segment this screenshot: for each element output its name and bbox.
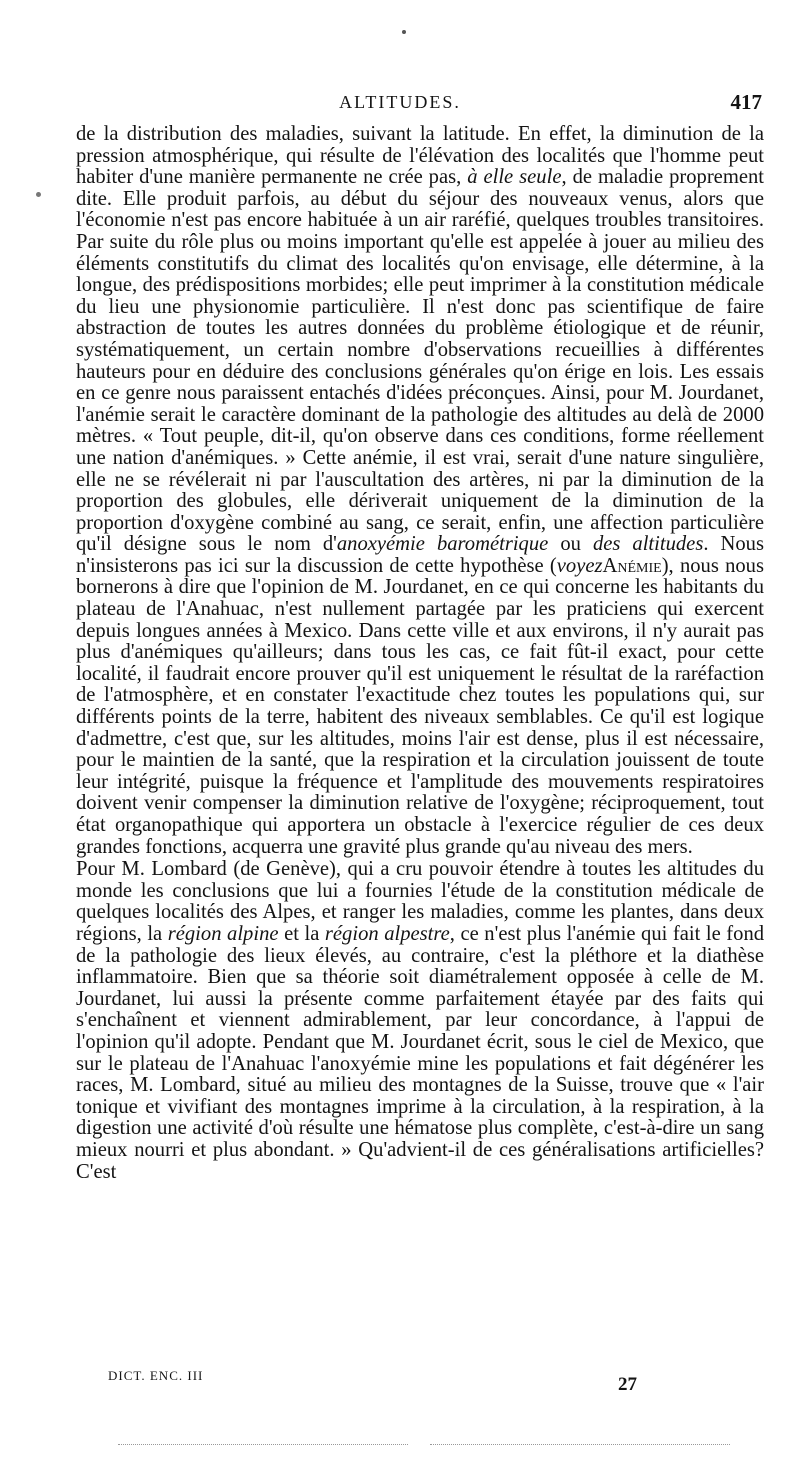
sheet-number: 27 bbox=[618, 1374, 637, 1395]
italic-run: région alpine bbox=[167, 922, 279, 945]
signature-mark: DICT. ENC. III bbox=[108, 1368, 204, 1383]
ink-speck bbox=[402, 30, 406, 34]
small-caps-run: Anémie bbox=[602, 554, 662, 577]
paragraph-1 bbox=[76, 124, 764, 858]
italic-run: voyez bbox=[556, 554, 603, 577]
ink-speck bbox=[36, 192, 41, 197]
page-header bbox=[0, 92, 800, 120]
italic-run: anoxyémie barométrique bbox=[336, 533, 549, 556]
paragraph-2 bbox=[76, 859, 764, 1183]
text-run: de la distribution des maladies, suivant la latitude. En effet, la diminution de la pression atmosphérique, qui résulte de l'élévation des localités que l'homme peut habiter d'une manière permanente ne crée pas, bbox=[76, 123, 764, 189]
running-head: ALTITUDES. bbox=[339, 92, 461, 112]
bottom-trim-line bbox=[430, 1444, 730, 1445]
text-run: et la bbox=[278, 922, 325, 945]
text-run: ), nous nous bornerons à dire que l'opinion de M. Jourdanet, en ce qui concerne les habitants du plateau de l'Anahuac, n'est nullement partagée par les praticiens qui exercent depuis longues années à Mexico. Dans cette ville et aux environs, il n'y aurait pas plus d'anémiques qu'ailleurs; dans tous les cas, ce fait fût-il exact, pour cette localité, il faudrait encore prouver qu'il est uniquement le résultat de la raréfaction de l'atmosphère, et en constater l'exactitude chez toutes les populations qui, sur différents points de la terre, habitent des niveaux semblables. Ce qu'il est logique d'admettre, c'est que, sur les altitudes, moins l'air est dense, plus il est nécessaire, pour le maintien de la santé, que la respiration et la circulation jouissent de toute leur intégrité, puisque la fréquence et l'amplitude des mouvements respiratoires doivent venir compenser la diminution relative de l'oxygène; réciproquement, tout état organopathique qui apportera un obstacle à l'exercice régulier de ces deux grandes fonctions, acquerra une gravité plus grande qu'au niveau des mers. bbox=[76, 554, 764, 858]
text-run: Pour M. Lombard (de Genève), qui a cru pouvoir étendre à toutes les altitudes du monde les conclusions que lui a fournies l'étude de la constitution médicale de quelques localités des Alpes, et ranger les maladies, comme les plantes, dans deux régions, la bbox=[76, 858, 764, 945]
text-run: . Nous n'insisterons pas ici sur la discussion de cette hypothèse ( bbox=[76, 533, 764, 577]
body-text bbox=[76, 124, 764, 1183]
text-run: ou bbox=[548, 533, 593, 556]
italic-run: des altitudes bbox=[592, 533, 704, 556]
italic-run: à elle seule bbox=[467, 166, 562, 189]
page-number: 417 bbox=[730, 90, 762, 114]
text-run: , ce n'est plus l'anémie qui fait le fond de la pathologie des lieux élevés, au contraire, c'est la pléthore et la diathèse inflammatoire. Bien que sa théorie soit diamétralement opposée à celle de M. Jourdanet, lui aussi la présente comme parfaitement étayée par des faits qui s'enchaînent et viennent admirablement, par leur concordance, à l'appui de l'opinion qu'il adopte. Pendant que M. Jourdanet écrit, sous le ciel de Mexico, que sur le plateau de l'Anahuac l'anoxyémie mine les populations et fait dégénérer les races, M. Lombard, situé au milieu des montagnes de la Suisse, trouve que « l'air tonique et vivifiant des montagnes imprime à la circulation, à la respiration, à la digestion une activité d'où résulte une hématose plus complète, c'est-à-dire un sang mieux nourri et plus abondant. » Qu'advient-il de ces généralisations artificielles? C'est bbox=[76, 922, 765, 1183]
italic-run: région alpestre bbox=[324, 922, 450, 945]
page-footer bbox=[0, 1368, 800, 1408]
text-run: , de maladie proprement dite. Elle produit parfois, au début du séjour des nouveaux venus, alors que l'économie n'est pas encore habituée à un air raréfié, quelques troubles transitoires. Par suite du rôle plus ou moins important qu'elle est appelée à jouer au milieu des éléments constitutifs du climat des localités qu'on envisage, elle détermine, à la longue, des prédispositions morbides; elle peut imprimer à la constitution médicale du lieu une physionomie particulière. Il n'est donc pas scientifique de faire abstraction de toutes les autres données du problème étiologique et de réunir, systématiquement, un certain nombre d'observations recueillies à différentes hauteurs pour en déduire des conclusions générales qu'on érige en lois. Les essais en ce genre nous paraissent entachés d'idées préconçues. Ainsi, pour M. Jourdanet, l'anémie serait le caractère dominant de la pathologie des altitudes au delà de 2000 mètres. « Tout peuple, dit-il, qu'on observe dans ces conditions, forme réellement une nation d'anémiques. » Cette anémie, il est vrai, serait d'une nature singulière, elle ne se révélerait ni par l'auscultation des artères, ni par la diminution de la proportion des globules, elle dériverait uniquement de la diminution de la proportion d'oxygène combiné au sang, ce serait, enfin, une affection particulière qu'il désigne sous le nom d' bbox=[76, 166, 764, 556]
bottom-trim-line bbox=[118, 1444, 408, 1445]
